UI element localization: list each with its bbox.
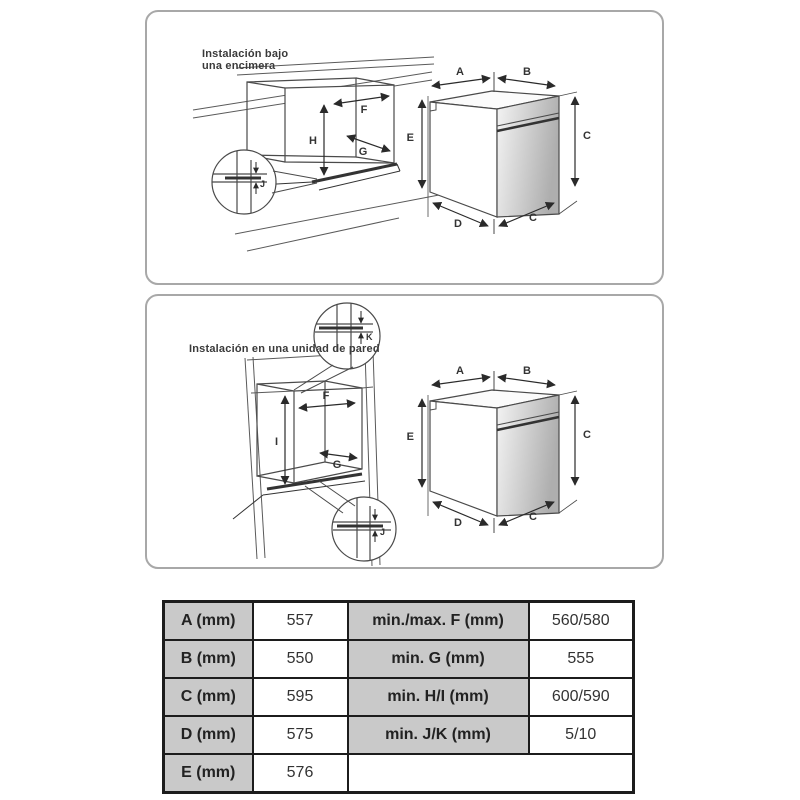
dim-label-c-right: C [583,130,591,142]
table-row [164,716,634,754]
dim-label-cell: C (mm) [164,678,253,716]
dim-label-c-bottom: C [529,212,537,224]
dim-label-h: H [309,135,317,147]
cabinet-cavity [247,78,394,163]
panel1-title [202,48,288,72]
dim-label-g2: G [332,459,342,471]
dim-value-cell: 595 [253,678,348,716]
dim-value-cell: 557 [253,602,348,641]
panel-under-counter [145,10,664,285]
wall-unit-diagram [147,296,662,567]
dim-value-cell: 600/590 [529,678,634,716]
dim-label-b2: B [523,365,531,377]
table-row [164,754,634,793]
dim-label-f: F [360,104,368,116]
dim-value-cell: 560/580 [529,602,634,641]
oven-drawing [422,72,577,234]
dim-label-cell: min./max. F (mm) [348,602,529,641]
panel2-title: Instalación en una unidad de pared [189,343,380,355]
oven-drawing2 [422,371,577,533]
dim-label-j2: J [380,527,386,537]
dim-label-cell: B (mm) [164,640,253,678]
dim-value-cell: 5/10 [529,716,634,754]
dim-value-cell: 576 [253,754,348,793]
panel1-title-line2: una encimera [202,60,276,72]
table-row [164,640,634,678]
dim-value-cell: 550 [253,640,348,678]
dim-label-cell: E (mm) [164,754,253,793]
dim-label-cell: min. H/I (mm) [348,678,529,716]
dim-label-b: B [523,66,531,78]
table-row [164,602,634,641]
dim-label-a: A [456,66,464,78]
dim-value-cell: 575 [253,716,348,754]
dim-label-d: D [454,218,462,230]
plinth [259,164,400,190]
dim-value-cell: 555 [529,640,634,678]
dim-label-d2: D [454,517,462,529]
detail-circle-j2 [305,481,396,561]
dimensions-table [162,600,635,794]
dim-label-cell: D (mm) [164,716,253,754]
dim-label-j: J [260,179,266,189]
dim-label-i: I [274,436,278,448]
panel1-title-line1: Instalación bajo [202,48,289,60]
dim-label-cell: A (mm) [164,602,253,641]
dim-label-cell: min. G (mm) [348,640,529,678]
wall-cavity [257,381,362,483]
dim-label-g: G [358,146,368,158]
dim-label-a2: A [456,365,464,377]
dim-label-c-bottom2: C [529,511,537,523]
panel-wall-unit [145,294,664,569]
dim-label-f2: F [322,390,330,402]
table-row [164,678,634,716]
dim-label-c-right2: C [583,429,591,441]
dim-label-e: E [406,132,414,144]
dim-label-cell: min. J/K (mm) [348,716,529,754]
empty-cell [348,754,634,793]
dim-label-e2: E [406,431,414,443]
dim-label-k: K [366,332,373,342]
